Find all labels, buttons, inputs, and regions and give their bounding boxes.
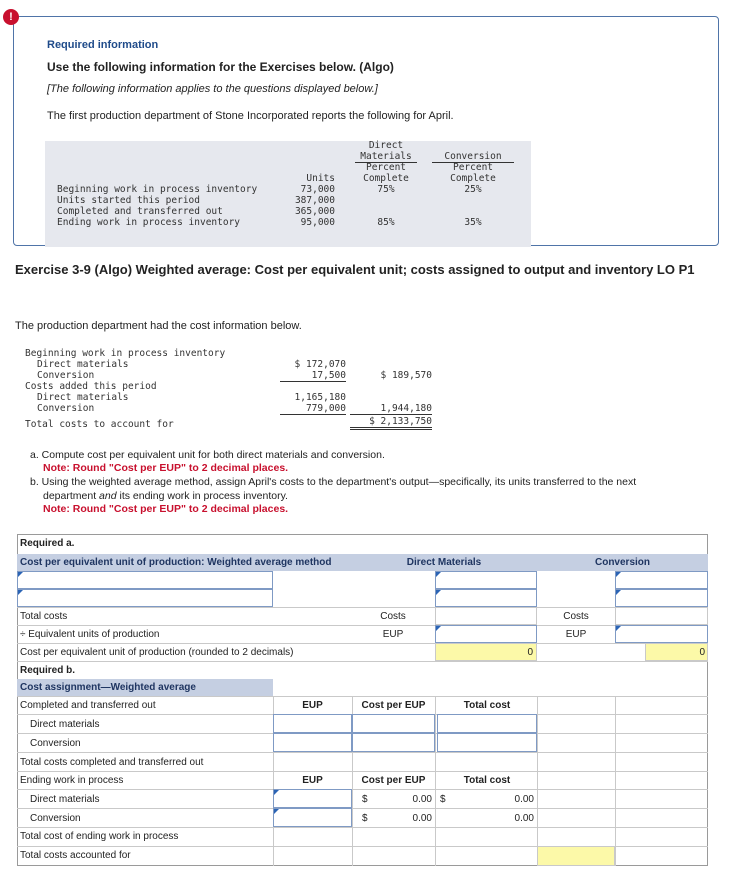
cto-conv-cpe-input[interactable] [352,733,435,752]
header-b-title: Cost assignment—Weighted average [20,682,196,693]
required-a-label: Required a. [20,538,75,549]
conv-costs-label: Costs [563,611,589,622]
ewip-conv-eup-input[interactable] [273,808,352,827]
dm-current-costs-input[interactable] [435,589,537,607]
header-a-title: Cost per equivalent unit of production: Weighted average method [20,557,332,568]
beginning-costs-label-input[interactable] [17,571,273,589]
required-info-heading: Required information [47,39,159,51]
cost-line-label: Conversion [37,403,95,414]
conv-beginning-costs-input[interactable] [615,571,708,589]
col-dm-header-2: Materials [355,151,417,163]
total-accounted-cell [537,846,615,866]
cto-dm-eup-input[interactable] [273,714,352,733]
info-row-units: 73,000 [300,184,335,195]
row-cost-per-eup: Cost per equivalent unit of production (rounded to 2 decimals) [20,647,294,658]
dm-costs-label: Costs [380,611,406,622]
row-total-cto: Total costs completed and transferred out [20,757,204,768]
ewip-dm-tc-value: 0.00 [514,794,534,805]
header-conv: Conversion [594,557,650,568]
info-row-label: Beginning work in process inventory [57,184,258,195]
cost-value: $ 172,070 [294,359,346,370]
instruction-b-italic: and [99,490,117,502]
col-conv-header-2: Percent [452,162,494,173]
info-row-conv: 25% [464,184,482,195]
instruction-b-line2 [43,490,288,502]
current-costs-label-input[interactable] [17,589,273,607]
cost-line-label: Direct materials [37,392,129,403]
exercise-title: Exercise 3-9 (Algo) Weighted average: Cost per equivalent unit; costs assigned to output and inventory LO P1 [15,262,695,277]
info-row-dm: 75% [377,184,395,195]
info-row-units: 95,000 [300,217,335,228]
col-tc-header: Total cost [463,700,511,711]
ewip-conv-cpe-dollar: $ [362,813,368,824]
cost-value: 779,000 [280,403,346,415]
col-units-header: Units [306,173,335,184]
row-ending-wip: Ending work in process [20,775,124,786]
row-eup: ÷ Equivalent units of production [20,629,160,640]
conv-total-costs-cell [615,607,708,625]
cto-dm-cpe-input[interactable] [352,714,435,733]
cost-total: $ 2,133,750 [350,416,432,430]
cost-value: 1,165,180 [294,392,346,403]
cost-line-label: Total costs to account for [25,419,174,430]
conv-current-costs-input[interactable] [615,589,708,607]
info-row-label: Ending work in process inventory [57,217,241,228]
conv-cost-per-eup-value: 0 [699,647,705,658]
row-cto-dm: Direct materials [30,719,100,730]
col-cpe-header-2: Cost per EUP [361,775,426,786]
cto-conv-tc-input[interactable] [437,733,537,752]
header-dm: Direct Materials [406,557,482,568]
info-row-label: Units started this period [57,195,200,206]
ewip-dm-eup-input[interactable] [273,789,352,808]
col-dm-header-1: Direct [368,140,404,151]
dm-total-costs-cell [435,607,537,625]
row-total-ewip: Total cost of ending work in process [20,831,179,842]
row-ewip-conv: Conversion [30,813,81,824]
row-completed-transferred: Completed and transferred out [20,700,156,711]
col-conv-header-3: Complete [450,173,496,184]
ewip-dm-cpe-value: 0.00 [412,794,432,805]
conv-eup-input[interactable] [615,625,708,643]
instruction-a: a. Compute cost per equivalent unit for both direct materials and conversion. [30,449,385,461]
col-eup-header-2: EUP [302,775,323,786]
info-row-conv: 35% [464,217,482,228]
ewip-conv-tc-value: 0.00 [514,813,534,824]
col-cpe-header: Cost per EUP [361,700,426,711]
cto-dm-tc-input[interactable] [437,714,537,733]
row-total-accounted: Total costs accounted for [20,850,131,861]
cost-intro: The production department had the cost information below. [15,320,302,332]
required-info-note: [The following information applies to the questions displayed below.] [47,83,378,95]
row-ewip-dm: Direct materials [30,794,100,805]
ewip-dm-tc-dollar: $ [440,794,446,805]
alert-icon: ! [3,9,19,25]
info-row-dm: 85% [377,217,395,228]
info-row-units: 365,000 [294,206,335,217]
required-b-label: Required b. [20,665,76,676]
cost-line-label: Direct materials [37,359,129,370]
row-total-costs: Total costs [20,611,68,622]
instruction-b-post: its ending work in process inventory. [116,490,288,502]
col-dm-header-3: Percent [365,162,407,173]
col-conv-header-1: Conversion [432,151,514,163]
col-dm-header-4: Complete [363,173,409,184]
cost-line-label: Beginning work in process inventory [25,348,226,359]
dm-beginning-costs-input[interactable] [435,571,537,589]
note-b: Note: Round "Cost per EUP" to 2 decimal places. [43,503,289,515]
info-row-units: 387,000 [294,195,335,206]
cost-line-label: Conversion [37,370,95,381]
cost-value: 17,500 [280,370,346,382]
ewip-conv-cpe-value: 0.00 [412,813,432,824]
instruction-b-pre: department [43,490,100,502]
required-info-intro: The first production department of Stone Incorporated reports the following for April. [47,110,454,122]
col-tc-header-2: Total cost [463,775,511,786]
ewip-dm-cpe-dollar: $ [362,794,368,805]
cost-value: $ 189,570 [380,370,432,381]
answer-grid [17,534,708,866]
cost-value: 1,944,180 [350,403,432,415]
cto-conv-eup-input[interactable] [273,733,352,752]
row-cto-conv: Conversion [30,738,81,749]
required-info-subheading: Use the following information for the Exercises below. (Algo) [47,60,394,74]
dm-eup-label: EUP [382,629,404,640]
instruction-b-line1: b. Using the weighted average method, assign April's costs to the department's output—specifically, its units transferred to the next [30,476,637,488]
col-eup-header: EUP [302,700,323,711]
dm-cost-per-eup-value: 0 [527,647,533,658]
note-a: Note: Round "Cost per EUP" to 2 decimal places. [43,462,289,474]
cost-line-label: Costs added this period [25,381,157,392]
info-row-label: Completed and transferred out [57,206,223,217]
dm-eup-input[interactable] [435,625,537,643]
conv-eup-label: EUP [565,629,587,640]
